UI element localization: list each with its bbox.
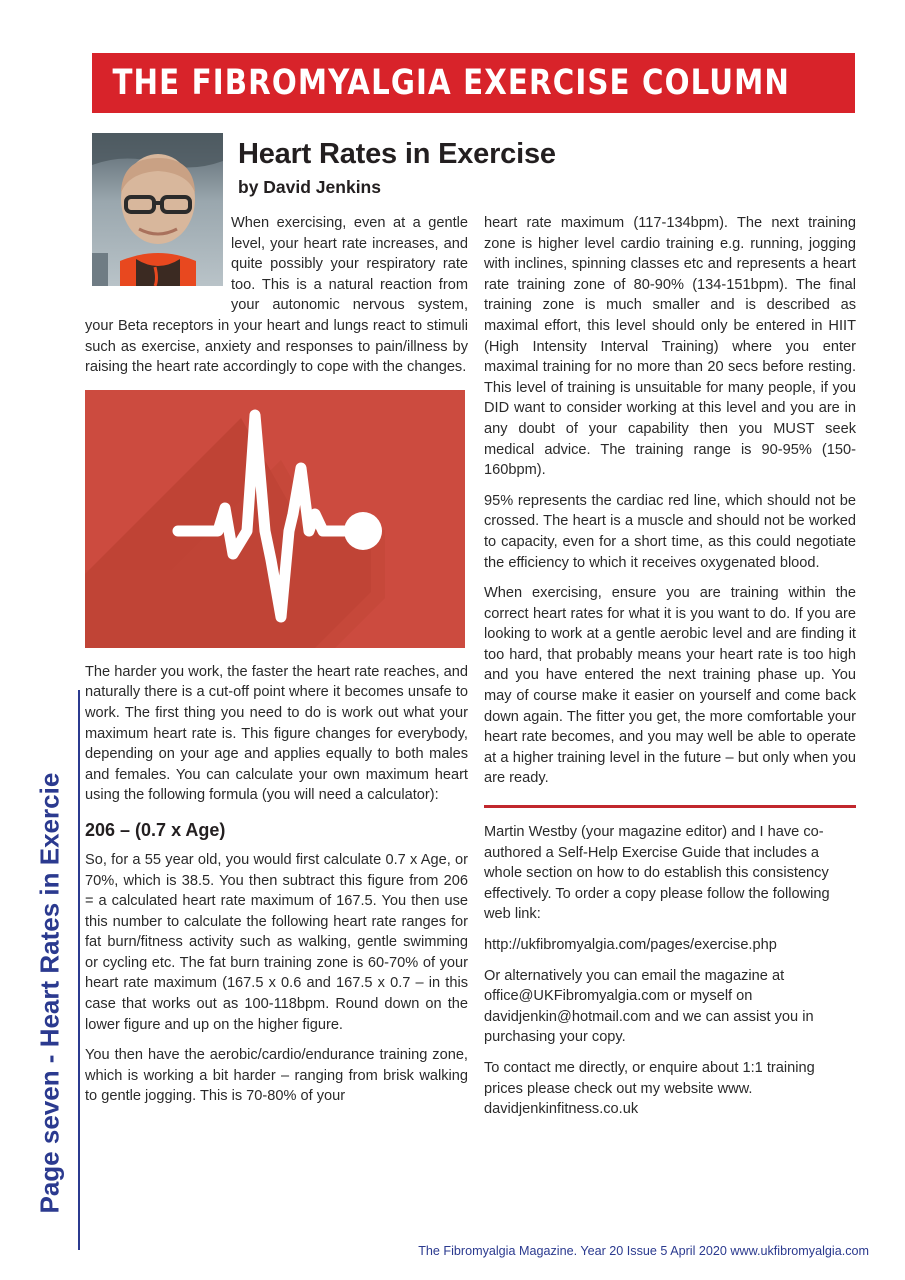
right-column xyxy=(484,213,856,1120)
paragraph: The harder you work, the faster the heart rate reaches, and naturally there is a cut-off point where it becomes unsafe to work. The first thing you need to do is work out what your maximum heart rate is. This figure changes for everybody, depending on your age and applies equally to both males and females. You can calculate your own maximum heart using the following formula (you will need a calculator): xyxy=(85,663,468,804)
paragraph: heart rate maximum (117-134bpm). The next training zone is higher level cardio training e.g. running, jogging with inclines, spinning classes etc and represents a heart rate training zone of 80-90% (134-151bpm). The final training zone is much smaller and is described as maximal effort, this level should only be entered in HIIT (High Intensity Interval Training) where you enter maximal training for no more than 20 secs before resting. This level of training is unsuitable for many people, if you DID want to consider working at this level and you are in any doubt of your capability then you MUST seek medical advice. The training range is 90-95% (150-160bpm). xyxy=(484,215,856,479)
side-tab-rule xyxy=(78,690,80,1250)
article-byline: by David Jenkins xyxy=(238,177,381,197)
paragraph: When exercising, ensure you are training within the correct heart rates for what it is you want to do. If you are looking to work at a gentle aerobic level and are finding it too hard, that probably means your heart rate is too high and you have entered the next training phase up. You may of course make it easier on yourself and come back down again. The fitter you get, the more comfortable your heart rate becomes, and you may well be able to operate at a higher training level in the future – but only when you are ready. xyxy=(484,585,856,787)
promo-intro-paragraph: Martin Westby (your magazine editor) and I have co-authored a Self-Help Exercise Guide that includes a whole section on how to do establish this consistency effectively. To order a copy please follow the following web link: xyxy=(484,824,830,923)
side-tab-label: Page seven - Heart Rates in Exercie xyxy=(34,772,65,1214)
section-divider xyxy=(484,805,856,808)
column-banner xyxy=(92,53,855,113)
photo-text-wrap-spacer xyxy=(85,213,231,296)
heartbeat-figure xyxy=(85,390,465,648)
page-side-tab xyxy=(18,690,80,1250)
paragraph: When exercising, even at a gentle level, your heart rate increases, and quite possibly your respiratory rate too. This is a natural reaction from your autonomic nervous system, your Beta receptors in your heart and lungs react to stimuli such as exercise, anxiety and responses to pain/illness by raising the heart rate accordingly to cope with the changes. xyxy=(85,215,468,376)
promo-web-link[interactable]: http://ukfibromyalgia.com/pages/exercise.php xyxy=(484,937,777,953)
page-title: Heart Rates in Exercise xyxy=(238,138,556,170)
banner-title: THE FIBROMYALGIA EXERCISE COLUMN xyxy=(112,63,790,103)
paragraph: So, for a 55 year old, you would first calculate 0.7 x Age, or 70%, which is 38.5. You then subtract this figure from 206 = a calculated heart rate maximum of 167.5. You then use this number to calculate the following heart rate ranges for fat burn/fitness activity such as walking, gentle swimming or cycling etc. The fat burn training zone is 60-70% of your heart rate maximum (167.5 x 0.6 and 167.5 x 0.7 – in this case that works out as 100-118bpm. Round down on the lower figure and up on the higher figure. xyxy=(85,851,468,1033)
formula-heading: 206 – (0.7 x Age) xyxy=(85,819,226,840)
page-footer: The Fibromyalgia Magazine. Year 20 Issue 5 April 2020 www.ukfibromyalgia.com xyxy=(418,1244,869,1258)
promo-contact-paragraph: To contact me directly, or enquire about 1:1 training prices please check out my website www. davidjenkinfitness.co.uk xyxy=(484,1059,815,1118)
paragraph: 95% represents the cardiac red line, which should not be crossed. The heart is a muscle and should not be worked to capacity, even for a short time, as this could negotiate the efficiency to which it receives oxygenated blood. xyxy=(484,492,856,571)
promo-email-paragraph: Or alternatively you can email the magazine at office@UKFibromyalgia.com or myself on davidjenkin@hotmail.com and we can assist you in purchasing your copy. xyxy=(484,967,814,1046)
left-column xyxy=(85,213,468,1107)
paragraph: You then have the aerobic/cardio/endurance training zone, which is working a bit harder – ranging from brisk walking to gentle jogging. This is 70-80% of your xyxy=(85,1047,468,1105)
